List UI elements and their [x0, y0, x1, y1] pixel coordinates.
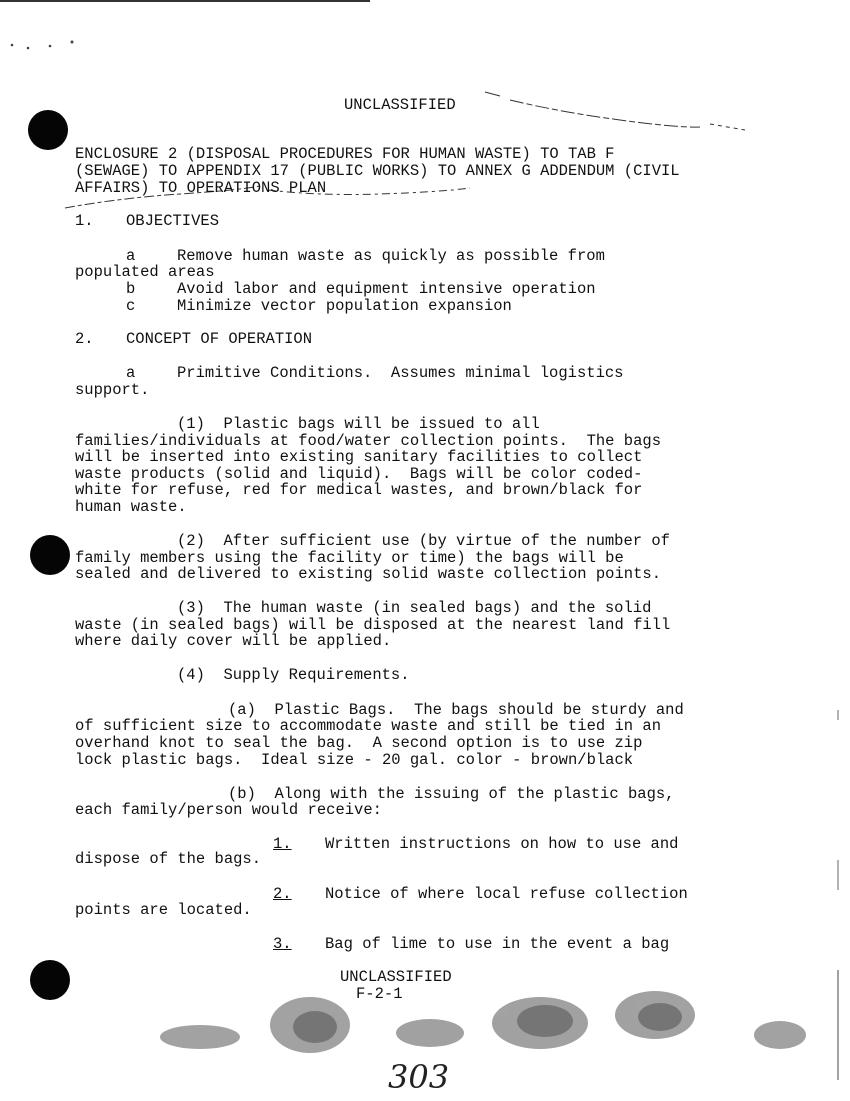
- objective-a-line-2: populated areas: [75, 263, 215, 281]
- objective-c-text: Minimize vector population expansion: [177, 297, 512, 315]
- objective-c-letter: c: [126, 297, 136, 315]
- footer-page-ref: F-2-1: [356, 985, 403, 1003]
- para-1-line-3: will be inserted into existing sanitary facilities to collect: [75, 448, 643, 466]
- item-2-line-1: Notice of where local refuse collection: [325, 885, 688, 903]
- item-3-line-1: Bag of lime to use in the event a bag: [325, 935, 670, 953]
- para-3-line-1: (3) The human waste (in sealed bags) and the solid: [177, 599, 652, 617]
- para-1-line-1: (1) Plastic bags will be issued to all: [177, 415, 540, 433]
- concept-a-line-2: support.: [75, 381, 150, 399]
- footer-classification: UNCLASSIFIED: [340, 968, 452, 986]
- item-2-line-2: points are located.: [75, 901, 252, 919]
- para-4-line-1: (4) Supply Requirements.: [177, 666, 410, 684]
- objective-a-letter: a: [126, 247, 136, 265]
- para-3-line-3: where daily cover will be applied.: [75, 632, 392, 650]
- item-1-number: 1.: [273, 835, 292, 853]
- item-1-line-2: dispose of the bags.: [75, 850, 262, 868]
- scan-noise-speckle: [90, 985, 830, 1070]
- para-b-line-2: each family/person would receive:: [75, 801, 382, 819]
- item-1-line-1: Written instructions on how to use and: [325, 835, 679, 853]
- para-a-line-3: overhand knot to seal the bag. A second option is to use zip: [75, 734, 643, 752]
- para-1-line-6: human waste.: [75, 498, 187, 516]
- section-1-number: 1.: [75, 212, 94, 230]
- para-a-line-1: (a) Plastic Bags. The bags should be sturdy and: [228, 701, 684, 719]
- para-3-line-2: waste (in sealed bags) will be disposed at the nearest land fill: [75, 616, 671, 634]
- punch-hole-bottom: [30, 960, 70, 1000]
- objective-a-line-1: Remove human waste as quickly as possible from: [177, 247, 605, 265]
- para-b-line-1: (b) Along with the issuing of the plastic bags,: [228, 785, 675, 803]
- item-2-number: 2.: [273, 885, 292, 903]
- objective-b-text: Avoid labor and equipment intensive operation: [177, 280, 596, 298]
- objective-b-letter: b: [126, 280, 136, 298]
- section-2-heading: CONCEPT OF OPERATION: [126, 330, 313, 348]
- concept-a-letter: a: [126, 364, 136, 382]
- para-2-line-2: family members using the facility or time) the bags will be: [75, 549, 624, 567]
- punch-hole-middle: [30, 535, 70, 575]
- concept-a-line-1: Primitive Conditions. Assumes minimal logistics: [177, 364, 624, 382]
- section-2-number: 2.: [75, 330, 94, 348]
- handwritten-page-number: 303: [388, 1058, 450, 1096]
- item-3-number: 3.: [273, 935, 292, 953]
- section-1-heading: OBJECTIVES: [126, 212, 220, 230]
- right-edge-scan-marks: [828, 680, 848, 1100]
- para-2-line-1: (2) After sufficient use (by virtue of the number of: [177, 532, 670, 550]
- para-2-line-3: sealed and delivered to existing solid waste collection points.: [75, 565, 661, 583]
- title-line-3: AFFAIRS) TO OPERATIONS PLAN: [75, 179, 327, 197]
- title-line-2: (SEWAGE) TO APPENDIX 17 (PUBLIC WORKS) TO ANNEX G ADDENDUM (CIVIL: [75, 162, 680, 180]
- header-classification: UNCLASSIFIED: [344, 96, 456, 114]
- title-line-1: ENCLOSURE 2 (DISPOSAL PROCEDURES FOR HUMAN WASTE) TO TAB F: [75, 145, 615, 163]
- para-a-line-2: of sufficient size to accommodate waste and still be tied in an: [75, 717, 661, 735]
- para-1-line-5: white for refuse, red for medical wastes, and brown/black for: [75, 481, 643, 499]
- para-1-line-2: families/individuals at food/water collection points. The bags: [75, 432, 661, 450]
- para-1-line-4: waste products (solid and liquid). Bags will be color coded-: [75, 465, 643, 483]
- para-a-line-4: lock plastic bags. Ideal size - 20 gal. color - brown/black: [75, 751, 634, 769]
